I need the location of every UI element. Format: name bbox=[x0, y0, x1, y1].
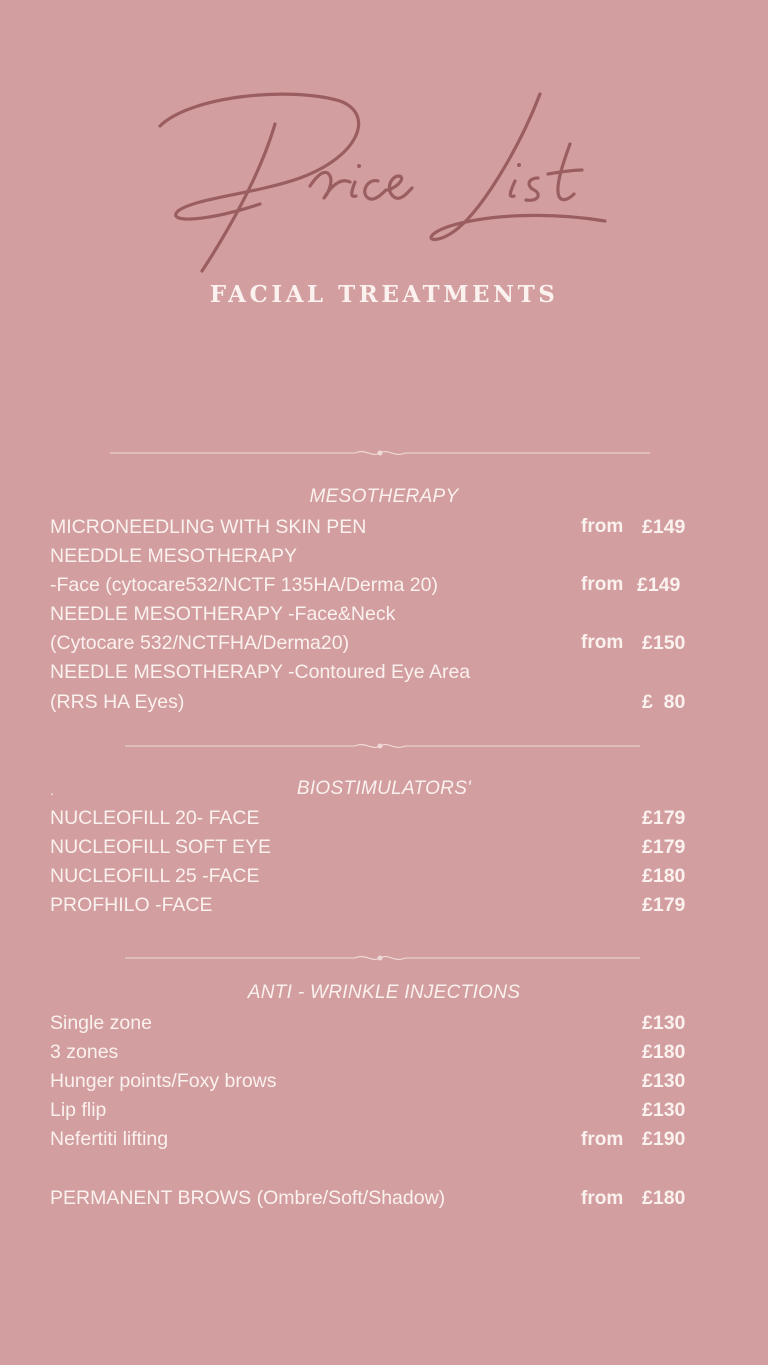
treatment-price: £179 bbox=[642, 836, 686, 858]
from-label: from bbox=[581, 1188, 624, 1209]
treatment-price: £130 bbox=[642, 1070, 686, 1092]
mesotherapy-heading: MESOTHERAPY bbox=[309, 486, 459, 507]
treatment-price: £ 80 bbox=[642, 691, 686, 713]
treatment-price: £190 bbox=[642, 1128, 686, 1150]
treatment-name: (RRS HA Eyes) bbox=[50, 691, 185, 713]
treatment-name: NEEDLE MESOTHERAPY -Face&Neck bbox=[50, 603, 396, 625]
treatment-name: NEEDDLE MESOTHERAPY bbox=[50, 545, 298, 567]
from-label: from bbox=[581, 632, 624, 653]
treatment-name: -Face (cytocare532/NCTF 135HA/Derma 20) bbox=[50, 574, 438, 596]
ornament-divider bbox=[110, 951, 650, 965]
treatment-name: Hunger points/Foxy brows bbox=[50, 1070, 277, 1092]
treatment-price: £180 bbox=[642, 865, 686, 887]
price-list-script-title bbox=[150, 86, 620, 276]
from-label: from bbox=[581, 574, 624, 595]
treatment-price: £180 bbox=[642, 1187, 686, 1209]
section-subtitle: FACIAL TREATMENTS bbox=[209, 281, 559, 308]
treatment-name: Nefertiti lifting bbox=[50, 1128, 169, 1150]
treatment-price: £149 bbox=[637, 574, 681, 596]
treatment-name: 3 zones bbox=[50, 1041, 119, 1063]
treatment-price: £179 bbox=[642, 894, 686, 916]
ornament-divider bbox=[110, 446, 650, 460]
section-marker: . bbox=[50, 782, 54, 798]
treatment-name: NUCLEOFILL SOFT EYE bbox=[50, 836, 272, 858]
anti-wrinkle-heading: ANTI - WRINKLE INJECTIONS bbox=[247, 982, 521, 1003]
from-label: from bbox=[581, 516, 624, 537]
treatment-price: £179 bbox=[642, 807, 686, 829]
treatment-price: £150 bbox=[642, 632, 686, 654]
from-label: from bbox=[581, 1129, 624, 1150]
treatment-name: Lip flip bbox=[50, 1099, 107, 1121]
treatment-name: Single zone bbox=[50, 1012, 152, 1034]
treatment-name: (Cytocare 532/NCTFHA/Derma20) bbox=[50, 632, 350, 654]
treatment-name: NUCLEOFILL 20- FACE bbox=[50, 807, 260, 829]
biostimulators-heading: BIOSTIMULATORS' bbox=[296, 778, 472, 799]
ornament-divider bbox=[110, 739, 650, 753]
treatment-name: NEEDLE MESOTHERAPY -Contoured Eye Area bbox=[50, 661, 471, 683]
treatment-name: NUCLEOFILL 25 -FACE bbox=[50, 865, 260, 887]
treatment-price: £130 bbox=[642, 1012, 686, 1034]
treatment-name: PROFHILO -FACE bbox=[50, 894, 213, 916]
treatment-name: MICRONEEDLING WITH SKIN PEN bbox=[50, 516, 367, 538]
treatment-price: £149 bbox=[642, 516, 686, 538]
treatment-price: £130 bbox=[642, 1099, 686, 1121]
treatment-name: PERMANENT BROWS (Ombre/Soft/Shadow) bbox=[50, 1187, 446, 1209]
treatment-price: £180 bbox=[642, 1041, 686, 1063]
